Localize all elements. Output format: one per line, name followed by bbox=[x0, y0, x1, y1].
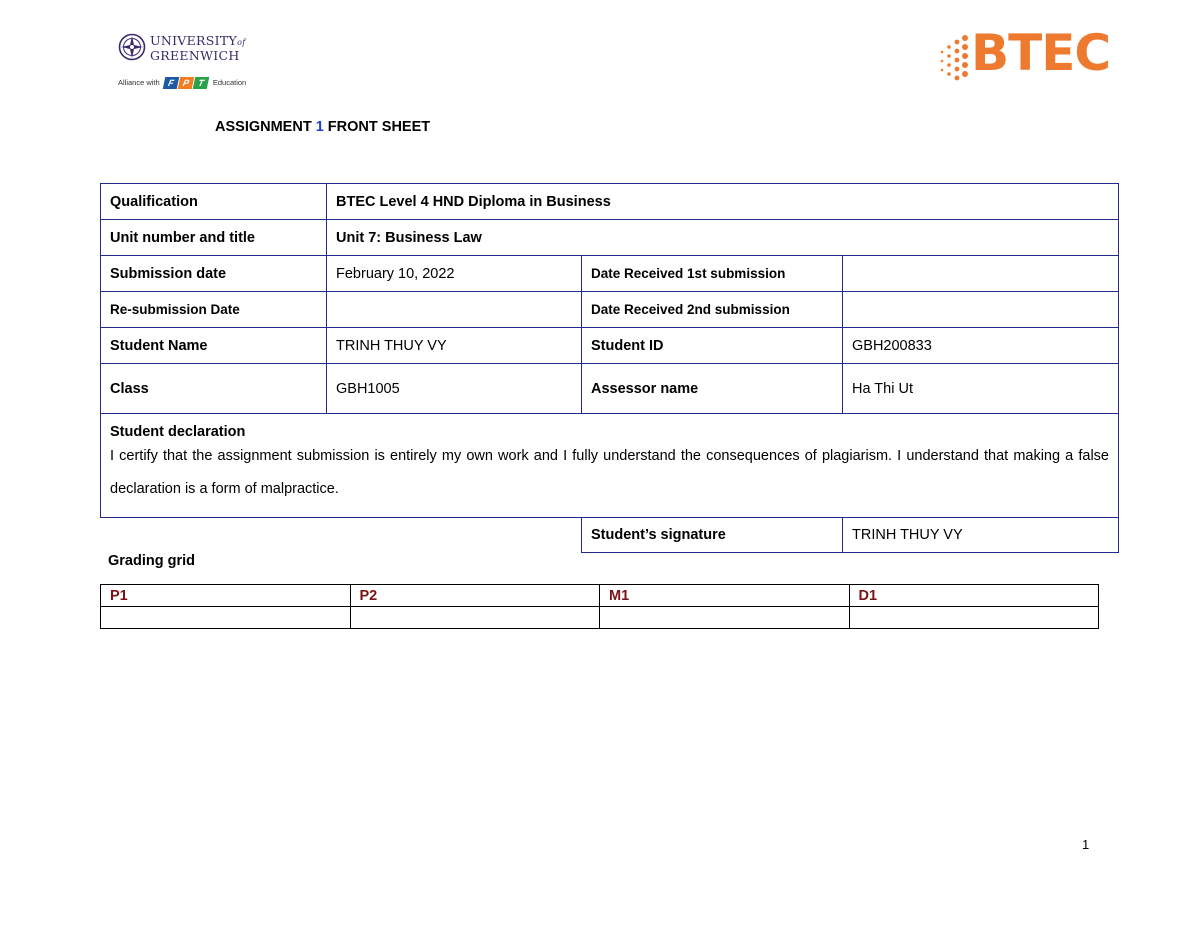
criterion-d1: D1 bbox=[849, 585, 1099, 607]
student-id-label: Student ID bbox=[582, 328, 843, 364]
submission-date-label: Submission date bbox=[101, 256, 327, 292]
empty-cell bbox=[101, 518, 582, 553]
student-name-value: TRINH THUY VY bbox=[327, 328, 582, 364]
btec-wordmark: BTEC bbox=[971, 24, 1111, 82]
page-number: 1 bbox=[1082, 837, 1090, 852]
qualification-label: Qualification bbox=[101, 184, 327, 220]
date-received-2-label: Date Received 2nd submission bbox=[582, 292, 843, 328]
table-row bbox=[101, 220, 1119, 256]
grading-grid-table bbox=[100, 584, 1099, 629]
fpt-alliance: Alliance with F P T Education bbox=[118, 77, 247, 88]
class-value: GBH1005 bbox=[327, 364, 582, 414]
university-name: UNIVERSITYof GREENWICH bbox=[150, 33, 246, 63]
table-row bbox=[101, 256, 1119, 292]
declaration-text: I certify that the assignment submission is entirely my own work and I fully understand the consequences of plagiarism. I understand that making a false declaration is a form of malpractice. bbox=[110, 448, 1109, 497]
university-of-greenwich-logo bbox=[118, 33, 248, 93]
table-row bbox=[101, 414, 1119, 518]
table-row bbox=[101, 184, 1119, 220]
resubmission-date-value bbox=[327, 292, 582, 328]
resubmission-date-label: Re-submission Date bbox=[101, 292, 327, 328]
grade-d1 bbox=[849, 607, 1099, 629]
table-row bbox=[101, 328, 1119, 364]
class-label: Class bbox=[101, 364, 327, 414]
grading-grid-label: Grading grid bbox=[108, 553, 195, 569]
qualification-value: BTEC Level 4 HND Diploma in Business bbox=[327, 184, 1119, 220]
fpt-logo: F P T bbox=[164, 77, 209, 89]
criterion-m1: M1 bbox=[600, 585, 850, 607]
grade-p1 bbox=[101, 607, 351, 629]
submission-date-value: February 10, 2022 bbox=[327, 256, 582, 292]
declaration-heading: Student declaration bbox=[110, 424, 246, 440]
date-received-1-value bbox=[843, 256, 1119, 292]
table-row bbox=[101, 364, 1119, 414]
btec-logo bbox=[935, 24, 1125, 92]
date-received-2-value bbox=[843, 292, 1119, 328]
unit-label: Unit number and title bbox=[101, 220, 327, 256]
unit-value: Unit 7: Business Law bbox=[327, 220, 1119, 256]
student-id-value: GBH200833 bbox=[843, 328, 1119, 364]
front-sheet-table bbox=[100, 183, 1119, 553]
signature-value: TRINH THUY VY bbox=[843, 518, 1119, 553]
assessor-value: Ha Thi Ut bbox=[843, 364, 1119, 414]
table-row bbox=[101, 292, 1119, 328]
grading-header-row bbox=[101, 585, 1099, 607]
signature-label: Student’s signature bbox=[582, 518, 843, 553]
date-received-1-label: Date Received 1st submission bbox=[582, 256, 843, 292]
compass-seal-icon bbox=[118, 33, 146, 61]
page-title: ASSIGNMENT 1 FRONT SHEET bbox=[215, 119, 431, 135]
criterion-p1: P1 bbox=[101, 585, 351, 607]
btec-dots-icon bbox=[935, 34, 971, 84]
grade-p2 bbox=[350, 607, 600, 629]
student-declaration bbox=[101, 414, 1119, 518]
table-row bbox=[101, 518, 1119, 553]
assessor-label: Assessor name bbox=[582, 364, 843, 414]
grading-value-row bbox=[101, 607, 1099, 629]
student-name-label: Student Name bbox=[101, 328, 327, 364]
criterion-p2: P2 bbox=[350, 585, 600, 607]
grade-m1 bbox=[600, 607, 850, 629]
